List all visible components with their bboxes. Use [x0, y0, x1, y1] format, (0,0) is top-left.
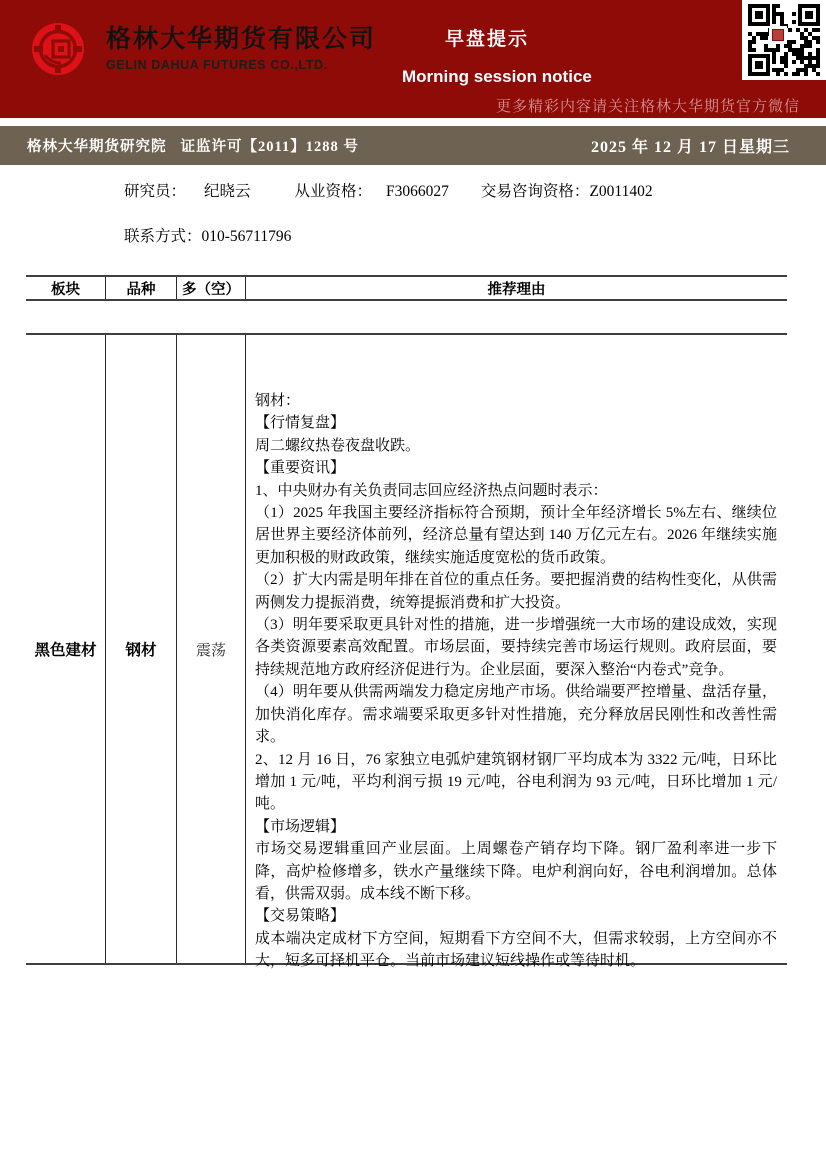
qualification-label: 从业资格：	[294, 183, 373, 200]
contact-line	[124, 226, 653, 248]
sector-cell: 黑色建材	[34, 642, 97, 659]
company-name-cn: 格林大华期货有限公司	[106, 26, 377, 53]
reason-paragraph: 成本端决定成材下方空间，短期看下方空间不大，但需求较弱，上方空间亦不大，短多可择机平仓。当前市场建议短线操作或等待时机。	[255, 930, 777, 970]
reason-paragraph: （4）明年要从供需两端发力稳定房地产市场。供给端要严控增量、盘活存量，加快消化库存。需求端要采取更多针对性措施，充分释放居民刚性和改善性需求。	[255, 684, 777, 746]
reason-paragraph: （1）2025 年我国主要经济指标符合预期，预计全年经济增长 5%左右、继续位居世界主要经济体前列，经济总量有望达到 140 万亿元左右。2026 年继续实施更加积极的财政政策，继续实施适度宽松的货币政策。	[255, 505, 777, 566]
qualification-number: F3066027	[386, 183, 449, 200]
reason-paragraph: 【市场逻辑】	[255, 818, 346, 835]
institute-bar	[0, 126, 826, 165]
advisory-number: Z0011402	[589, 183, 653, 200]
variety-cell: 钢材	[105, 335, 176, 963]
qr-center-logo-icon	[769, 26, 787, 44]
promo-text: 更多精彩内容请关注格林大华期货官方微信	[495, 99, 800, 115]
report-date: 2025 年 12 月 17 日星期三	[590, 139, 790, 156]
direction-cell: 震荡	[176, 335, 245, 963]
reason-paragraph: 2、12 月 16 日，76 家独立电弧炉建筑钢材钢厂平均成本为 3322 元/吨，日环比增加 1 元/吨，平均利润亏损 19 元/吨，谷电利润为 93 元/吨，日环比增加 1 元/吨。	[255, 751, 777, 813]
reason-paragraph: 市场交易逻辑重回产业层面。上周螺卷产销存均下降。钢厂盈利率进一步下降，高炉检修增多，铁水产量继续下降。电炉利润向好，谷电利润增加。总体看，供需双弱。成本线不断下移。	[255, 841, 777, 902]
researcher-line	[124, 181, 653, 203]
institute-license	[27, 135, 359, 156]
reason-paragraph: 【交易策略】	[255, 908, 346, 925]
notice-title	[402, 24, 592, 87]
notice-title-cn: 早盘提示	[444, 29, 529, 50]
reason-paragraph: 【重要资讯】	[255, 460, 346, 477]
researcher-name: 纪晓云	[204, 183, 251, 200]
advisory-label: 交易咨询资格：	[480, 183, 590, 200]
company-name-en: GELIN DAHUA FUTURES CO.,LTD.	[106, 58, 328, 72]
reason-paragraph: （2）扩大内需是明年排在首位的重点任务。要把握消费的结构性变化，从供需两侧发力提振消费，统筹提振消费和扩大投资。	[255, 572, 777, 611]
researcher-label: 研究员：	[124, 183, 187, 200]
reason-paragraph: 1、中央财办有关负责同志回应经济热点问题时表示：	[255, 482, 608, 499]
company-logo-icon	[31, 22, 85, 76]
reason-paragraph: 周二螺纹热卷夜盘收跌。	[255, 437, 421, 454]
institute-name: 格林大华期货研究院	[27, 139, 167, 155]
qr-finder-bottom-left	[748, 54, 770, 76]
notice-title-en: Morning session notice	[402, 67, 592, 86]
qr-code	[742, 0, 826, 80]
column-header-direction: 多（空）	[176, 277, 245, 299]
company-identity	[31, 22, 376, 76]
column-header-sector: 板块	[51, 281, 80, 298]
contact-phone: 010-56711796	[201, 228, 292, 245]
column-header-reason: 推荐理由	[245, 277, 787, 299]
header-banner	[0, 0, 826, 118]
company-name	[106, 22, 376, 72]
qr-finder-top-left	[748, 4, 770, 26]
researcher-info	[124, 181, 653, 248]
qr-finder-top-right	[798, 4, 820, 26]
recommendation-table-row	[26, 333, 787, 970]
license-number: 证监许可【2011】1288 号	[180, 139, 359, 155]
reason-paragraph: 【行情复盘】	[255, 415, 346, 432]
reason-cell	[245, 335, 787, 970]
column-header-variety: 品种	[105, 277, 176, 299]
reason-paragraph: 钢材：	[255, 393, 301, 409]
contact-label: 联系方式：	[124, 228, 202, 245]
recommendation-table-header	[26, 275, 787, 301]
reason-paragraph: （3）明年要采取更具针对性的措施，进一步增强统一大市场的建设成效，实现各类资源要素高效配置。市场层面，要持续完善市场运行规则。政府层面，要持续规范地方政府经济促进行为。企业层面，要深入整治“内卷式”竞争。	[255, 617, 777, 678]
